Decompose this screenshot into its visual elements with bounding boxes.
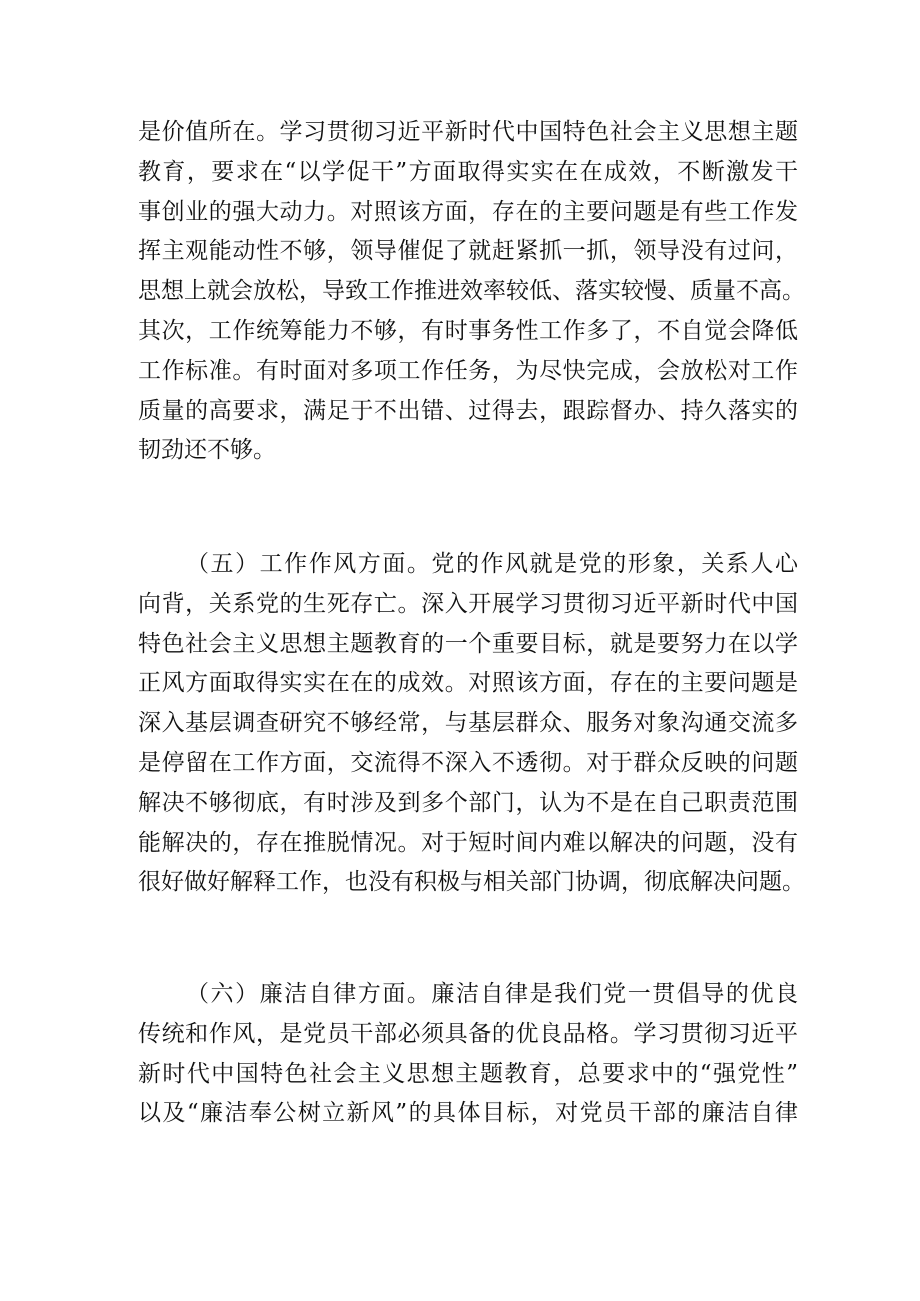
text-line: 深入基层调查研究不够经常，与基层群众、服务对象沟通交流多 bbox=[138, 710, 798, 737]
paragraph-first-line: （六）廉洁自律方面。廉洁自律是我们党一贯倡导的优良 bbox=[186, 981, 798, 1007]
text-line: 很好做好解释工作，也没有积极与相关部门协调，彻底解决问题。 bbox=[138, 869, 805, 896]
text-line: 是停留在工作方面，交流得不深入不透彻。对于群众反映的问题 bbox=[138, 749, 798, 776]
text-line: 挥主观能动性不够，领导催促了就赶紧抓一抓，领导没有过问， bbox=[138, 238, 798, 265]
text-line: 正风方面取得实实在在的成效。对照该方面，存在的主要问题是 bbox=[138, 670, 798, 697]
text-line: 质量的高要求，满足于不出错、过得去，跟踪督办、持久落实的 bbox=[138, 397, 798, 424]
paragraph-work-style bbox=[138, 545, 805, 903]
text-line: 工作标准。有时面对多项工作任务，为尽快完成，会放松对工作 bbox=[138, 357, 798, 384]
text-line: 向背，关系党的生死存亡。深入开展学习贯彻习近平新时代中国 bbox=[138, 590, 798, 617]
paragraph-integrity bbox=[138, 975, 798, 1134]
text-line: 其次，工作统筹能力不够，有时事务性工作多了，不自觉会降低 bbox=[138, 317, 798, 344]
text-line: 事创业的强大动力。对照该方面，存在的主要问题是有些工作发 bbox=[138, 198, 798, 225]
text-line: 思想上就会放松，导致工作推进效率较低、落实较慢、质量不高。 bbox=[138, 278, 805, 305]
text-line: 以及“廉洁奉公树立新风”的具体目标，对党员干部的廉洁自律 bbox=[138, 1100, 798, 1127]
text-line: 教育，要求在“以学促干”方面取得实实在在成效，不断激发干 bbox=[138, 158, 798, 185]
text-line: 传统和作风，是党员干部必须具备的优良品格。学习贯彻习近平 bbox=[138, 1020, 798, 1047]
text-line: 韧劲还不够。 bbox=[138, 437, 276, 464]
text-line: 新时代中国特色社会主义思想主题教育，总要求中的“强党性” bbox=[138, 1060, 798, 1087]
text-line: 特色社会主义思想主题教育的一个重要目标，就是要努力在以学 bbox=[138, 630, 798, 657]
text-line: 解决不够彻底，有时涉及到多个部门，认为不是在自己职责范围 bbox=[138, 789, 798, 816]
text-line: 能解决的，存在推脱情况。对于短时间内难以解决的问题，没有 bbox=[138, 829, 798, 856]
paragraph-continuation bbox=[138, 113, 805, 471]
text-line: 是价值所在。学习贯彻习近平新时代中国特色社会主义思想主题 bbox=[138, 119, 798, 145]
paragraph-first-line: （五）工作作风方面。党的作风就是党的形象，关系人心 bbox=[186, 551, 798, 577]
